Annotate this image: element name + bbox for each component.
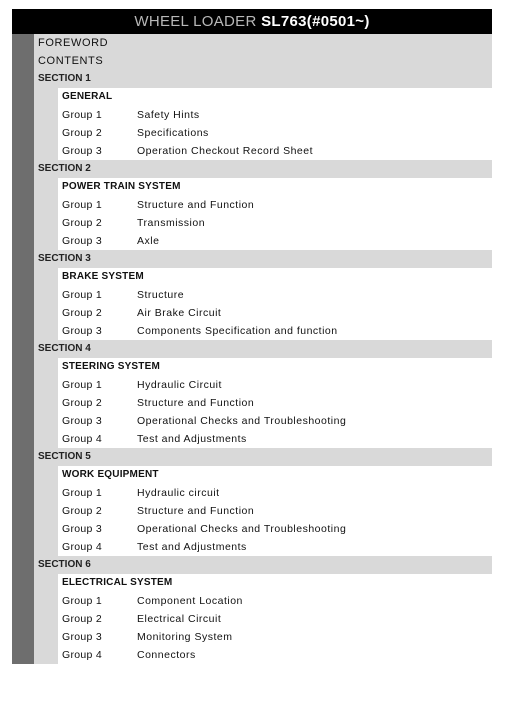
group-number[interactable]: Group 4	[62, 541, 103, 553]
group-title[interactable]: Components Specification and function	[137, 325, 338, 337]
group-link[interactable]	[62, 304, 492, 322]
section-title: BRAKE SYSTEM	[62, 271, 144, 282]
group-title[interactable]: Electrical Circuit	[137, 613, 222, 625]
group-link[interactable]	[62, 214, 492, 232]
group-title[interactable]: Structure	[137, 289, 185, 301]
group-link[interactable]	[62, 412, 492, 430]
group-title[interactable]: Connectors	[137, 649, 196, 661]
foreword-link[interactable]	[34, 34, 492, 52]
section-title: ELECTRICAL SYSTEM	[62, 577, 173, 588]
group-link[interactable]	[62, 322, 492, 340]
group-number[interactable]: Group 2	[62, 307, 103, 319]
section-block	[58, 268, 492, 340]
section-header: SECTION 6	[34, 556, 492, 574]
group-title[interactable]: Transmission	[137, 217, 206, 229]
group-link[interactable]	[62, 592, 492, 610]
group-title[interactable]: Safety Hints	[137, 109, 200, 121]
manual-title-bar	[12, 9, 492, 34]
section-block	[58, 466, 492, 556]
group-link[interactable]	[62, 106, 492, 124]
sidebar-dark-strip	[12, 34, 34, 664]
section-title: WORK EQUIPMENT	[62, 469, 159, 480]
group-number[interactable]: Group 1	[62, 109, 103, 121]
section-header: SECTION 3	[34, 250, 492, 268]
group-title[interactable]: Hydraulic circuit	[137, 487, 220, 499]
group-number[interactable]: Group 2	[62, 613, 103, 625]
group-link[interactable]	[62, 286, 492, 304]
group-title[interactable]: Test and Adjustments	[137, 541, 247, 553]
contents-frame	[12, 34, 492, 664]
section-block	[58, 574, 492, 664]
section-title: POWER TRAIN SYSTEM	[62, 181, 181, 192]
group-number[interactable]: Group 4	[62, 433, 103, 445]
group-link[interactable]	[62, 196, 492, 214]
contents-list	[34, 34, 492, 664]
group-title[interactable]: Hydraulic Circuit	[137, 379, 222, 391]
group-link[interactable]	[62, 538, 492, 556]
section-header: SECTION 1	[34, 70, 492, 88]
group-link[interactable]	[62, 484, 492, 502]
section-block	[58, 358, 492, 448]
group-link[interactable]	[62, 628, 492, 646]
group-link[interactable]	[62, 394, 492, 412]
group-link[interactable]	[62, 502, 492, 520]
section-block	[58, 88, 492, 160]
group-number[interactable]: Group 1	[62, 199, 103, 211]
manual-title-prefix: WHEEL LOADER	[134, 13, 262, 30]
group-link[interactable]	[62, 610, 492, 628]
group-number[interactable]: Group 4	[62, 649, 103, 661]
contents-link[interactable]	[34, 52, 492, 70]
group-number[interactable]: Group 1	[62, 289, 103, 301]
section-header: SECTION 5	[34, 448, 492, 466]
manual-model-number: SL763(#0501~)	[261, 13, 370, 30]
group-title[interactable]: Structure and Function	[137, 397, 255, 409]
group-title[interactable]: Component Location	[137, 595, 243, 607]
group-number[interactable]: Group 2	[62, 127, 103, 139]
group-number[interactable]: Group 3	[62, 145, 103, 157]
contents-link-label[interactable]: CONTENTS	[38, 55, 104, 67]
group-number[interactable]: Group 2	[62, 217, 103, 229]
foreword-link-label[interactable]: FOREWORD	[38, 37, 109, 49]
group-number[interactable]: Group 1	[62, 379, 103, 391]
group-number[interactable]: Group 2	[62, 505, 103, 517]
group-title[interactable]: Structure and Function	[137, 199, 255, 211]
group-title[interactable]: Operation Checkout Record Sheet	[137, 145, 314, 157]
group-title[interactable]: Monitoring System	[137, 631, 233, 643]
group-number[interactable]: Group 3	[62, 523, 103, 535]
section-block	[58, 178, 492, 250]
group-link[interactable]	[62, 124, 492, 142]
group-link[interactable]	[62, 376, 492, 394]
group-title[interactable]: Axle	[137, 235, 160, 247]
group-title[interactable]: Test and Adjustments	[137, 433, 247, 445]
group-link[interactable]	[62, 232, 492, 250]
group-number[interactable]: Group 3	[62, 325, 103, 337]
group-number[interactable]: Group 3	[62, 631, 103, 643]
group-title[interactable]: Specifications	[137, 127, 209, 139]
group-number[interactable]: Group 3	[62, 415, 103, 427]
group-title[interactable]: Air Brake Circuit	[137, 307, 222, 319]
group-number[interactable]: Group 3	[62, 235, 103, 247]
section-header: SECTION 4	[34, 340, 492, 358]
section-header: SECTION 2	[34, 160, 492, 178]
group-title[interactable]: Operational Checks and Troubleshooting	[137, 415, 347, 427]
section-title: STEERING SYSTEM	[62, 361, 161, 372]
group-link[interactable]	[62, 142, 492, 160]
group-title[interactable]: Structure and Function	[137, 505, 255, 517]
group-link[interactable]	[62, 430, 492, 448]
group-link[interactable]	[62, 646, 492, 664]
group-number[interactable]: Group 2	[62, 397, 103, 409]
section-title: GENERAL	[62, 91, 113, 102]
group-link[interactable]	[62, 520, 492, 538]
group-title[interactable]: Operational Checks and Troubleshooting	[137, 523, 347, 535]
group-number[interactable]: Group 1	[62, 595, 103, 607]
group-number[interactable]: Group 1	[62, 487, 103, 499]
